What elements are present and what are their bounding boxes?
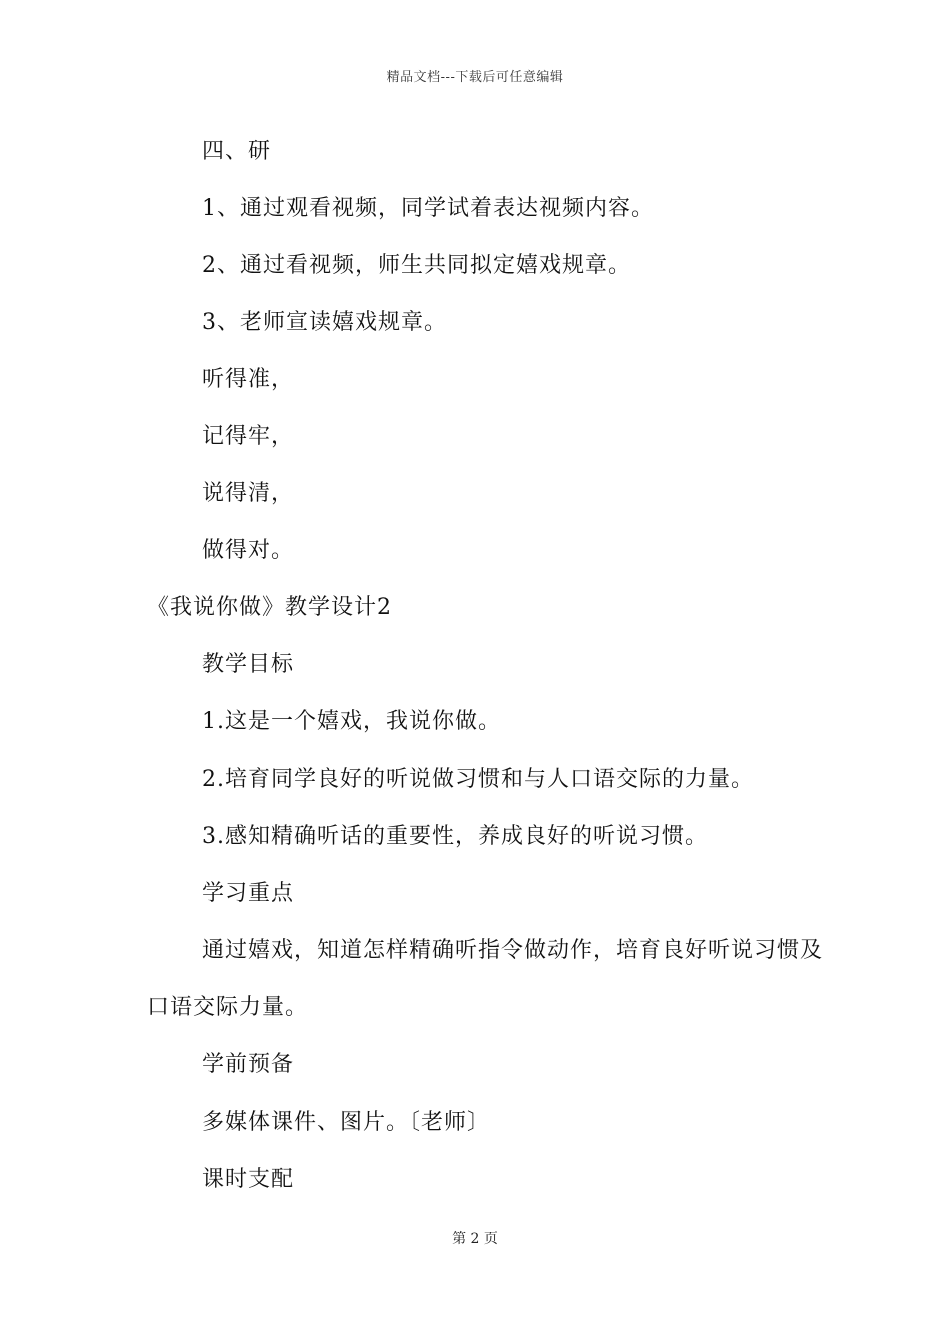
paragraph-line: 3、老师宣读嬉戏规章。 [202,310,447,335]
paragraph-line: 做得对。 [202,538,295,563]
paragraph-line: 口语交际力量。 [147,995,309,1020]
page-number: 第 2 页 [452,1231,498,1247]
section-heading: 教学目标 [202,652,295,677]
section-heading: 学前预备 [202,1052,295,1077]
paragraph-line: 3.感知精确听话的重要性，养成良好的听说习惯。 [202,824,708,849]
paragraph-line: 2.培育同学良好的听说做习惯和与人口语交际的力量。 [202,767,754,792]
document-title: 《我说你做》教学设计2 [147,595,392,620]
section-heading: 课时支配 [202,1167,295,1192]
paragraph-line: 2、通过看视频，师生共同拟定嬉戏规章。 [202,253,631,278]
paragraph-line: 记得牢， [202,424,295,449]
paragraph-line: 通过嬉戏，知道怎样精确听指令做动作，培育良好听说习惯及 [202,938,824,963]
section-heading: 学习重点 [202,881,295,906]
paragraph-line: 1、通过观看视频，同学试着表达视频内容。 [202,196,654,221]
paragraph-line: 说得清， [202,481,295,506]
paragraph-line: 听得准， [202,367,295,392]
paragraph-line: 1.这是一个嬉戏，我说你做。 [202,709,501,734]
paragraph-line: 多媒体课件、图片。〔老师〕 [202,1110,491,1135]
page-header: 精品文档---下载后可任意编辑 [386,70,564,85]
section-heading-yan: 四、研 [202,139,272,164]
